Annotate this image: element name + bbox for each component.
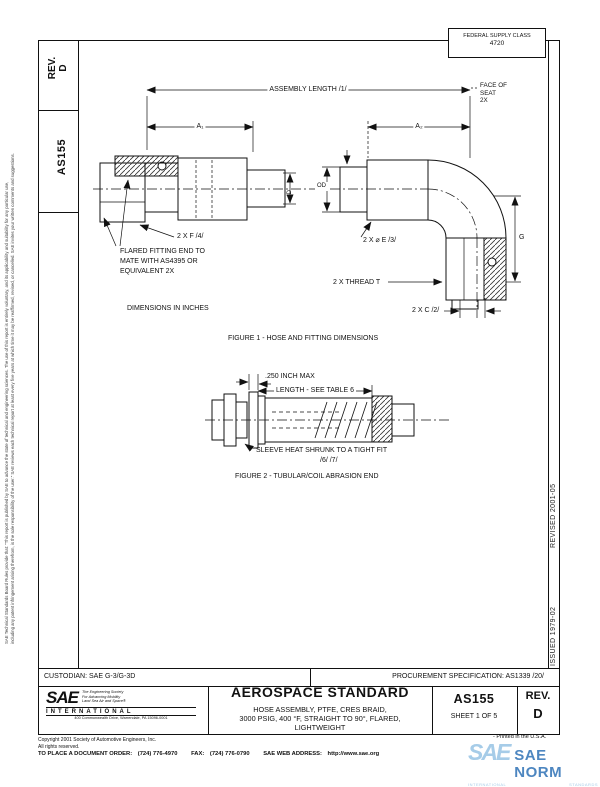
title-block-doc-number: AS155	[453, 692, 495, 706]
copyright-note	[38, 737, 156, 750]
printed-note: - Printed in the U.S.A.	[493, 734, 547, 740]
left-disclaimer-line2: including any patent infringement arising therefrom, is the sole responsibility of the user." SAE reviews each technical report at least every five years at which time it may be reaffirmed, revised, or cancelled. SAE invites your written comments and suggestions.	[9, 153, 15, 644]
copyright-line1: Copyright 2001 Society of Automotive Engineers, Inc.	[38, 737, 157, 743]
custodian-text: CUSTODIAN: SAE G-3/G-3D	[44, 673, 136, 680]
order-phone: (724) 776-4970	[137, 751, 178, 757]
federal-supply-class-label: FEDERAL SUPPLY CLASS	[463, 33, 531, 39]
sidebar-rev-label: REV.	[47, 56, 58, 80]
g-dimension-label: G	[519, 234, 525, 241]
sae-norm-logo	[468, 741, 598, 787]
od-dimension-label: OD	[317, 183, 326, 189]
sae-logo-wordmark: SAE	[46, 688, 78, 707]
title-block-rev-value: D	[533, 706, 543, 721]
figure1-linework	[93, 88, 521, 318]
sleeve-length-label: LENGTH - SEE TABLE 6	[276, 387, 354, 394]
sae-tagline-line3: Land Sea Air and Space®	[81, 699, 126, 703]
sae-logo-address: 400 Commonwealth Drive, Warrendale, PA 15096-0001	[74, 716, 168, 720]
revised-note: REVISED 2001-05	[550, 483, 557, 548]
order-info-row	[38, 751, 391, 757]
sae-logo-international: INTERNATIONAL	[46, 707, 196, 716]
flared-note-line2: MATE WITH AS4395 OR	[120, 258, 198, 265]
face-of-seat-line2: SEAT	[480, 89, 496, 97]
flared-fitting-note	[120, 247, 205, 277]
federal-supply-class-value: 4720	[489, 40, 505, 47]
assembly-length-label: ASSEMBLY LENGTH /1/	[269, 86, 347, 93]
sidebar-rev-value: D	[58, 64, 69, 72]
sae-tagline-line1: The Engineering Society	[81, 690, 124, 694]
elbow-dia-label: 2 X ⌀ E /3/	[363, 237, 397, 244]
sae-norm-name: SAE NORM	[514, 747, 563, 781]
left-disclaimer-line1: SAE Technical Standards Board Rules provide that: "This report is published by SAE to advance the state of technical and engineering sciences. The use of this report is entirely voluntary, and its applicability and suitability for any particular use,	[4, 181, 9, 644]
fax-phone: (724) 776-0790	[209, 751, 250, 757]
face-of-seat-line3: 2X	[480, 97, 488, 104]
document-title-line1: HOSE ASSEMBLY, PTFE, CRES BRAID,	[253, 705, 387, 714]
a1-dimension-label: A₁	[196, 123, 204, 130]
rev-cell-divider	[517, 686, 518, 735]
sleeve-note: SLEEVE HEAT SHRUNK TO A TIGHT FIT	[256, 447, 388, 454]
document-title-line2: 3000 PSIG, 400 °F, STRAIGHT TO 90°, FLARED,	[239, 714, 401, 723]
flared-note-line3: EQUIVALENT 2X	[120, 268, 175, 275]
units-note: DIMENSIONS IN INCHES	[127, 305, 209, 312]
c-dimension-label: 2 X C /2/	[412, 307, 440, 314]
face-of-seat-note	[480, 82, 507, 105]
sae-tagline-line2: For Advancing Mobility	[81, 694, 121, 699]
title-block-rev-label: REV.	[525, 690, 551, 702]
number-cell-divider	[432, 686, 433, 735]
document-title	[210, 705, 430, 732]
sleeve-note-refs: /6/ /7/	[320, 457, 338, 464]
sae-logo	[46, 690, 196, 721]
figure1-caption: FIGURE 1 - HOSE AND FITTING DIMENSIONS	[228, 335, 379, 342]
flared-note-line1: FLARED FITTING END TO	[120, 248, 205, 255]
a2-dimension-label: A₂	[415, 123, 423, 130]
fax-label: FAX:	[191, 751, 205, 757]
sidebar-doc-number: AS155	[56, 138, 68, 176]
issued-note: ISSUED 1979-02	[550, 606, 557, 666]
sheet-number: SHEET 1 OF 5	[450, 713, 498, 720]
face-of-seat-line1: FACE OF	[480, 82, 507, 89]
logo-cell-divider	[208, 686, 209, 735]
web-url: http://www.sae.org	[327, 751, 380, 757]
sae-norm-sub-right: STANDARDS	[569, 782, 598, 787]
document-title-line3: LIGHTWEIGHT	[294, 723, 346, 732]
order-label: TO PLACE A DOCUMENT ORDER:	[38, 751, 133, 757]
max-length-label: .250 INCH MAX	[265, 373, 315, 380]
sae-norm-glyph: SAE	[468, 739, 510, 765]
thread-label: 2 X THREAD T	[333, 279, 381, 286]
copyright-line2: All rights reserved.	[38, 743, 80, 750]
procurement-text: PROCUREMENT SPECIFICATION: AS1339 /20/	[392, 673, 544, 680]
sae-norm-sub-left: INTERNATIONAL	[468, 782, 507, 787]
id-dimension-label: ID	[287, 190, 293, 196]
figure2-caption: FIGURE 2 - TUBULAR/COIL ABRASION END	[235, 473, 379, 480]
web-label: SAE WEB ADDRESS:	[263, 751, 322, 757]
sae-logo-tagline	[82, 690, 126, 704]
flats-label: 2 X F /4/	[177, 233, 204, 240]
title-block-top-line	[38, 668, 560, 669]
standard-type-heading: AEROSPACE STANDARD	[230, 684, 410, 700]
